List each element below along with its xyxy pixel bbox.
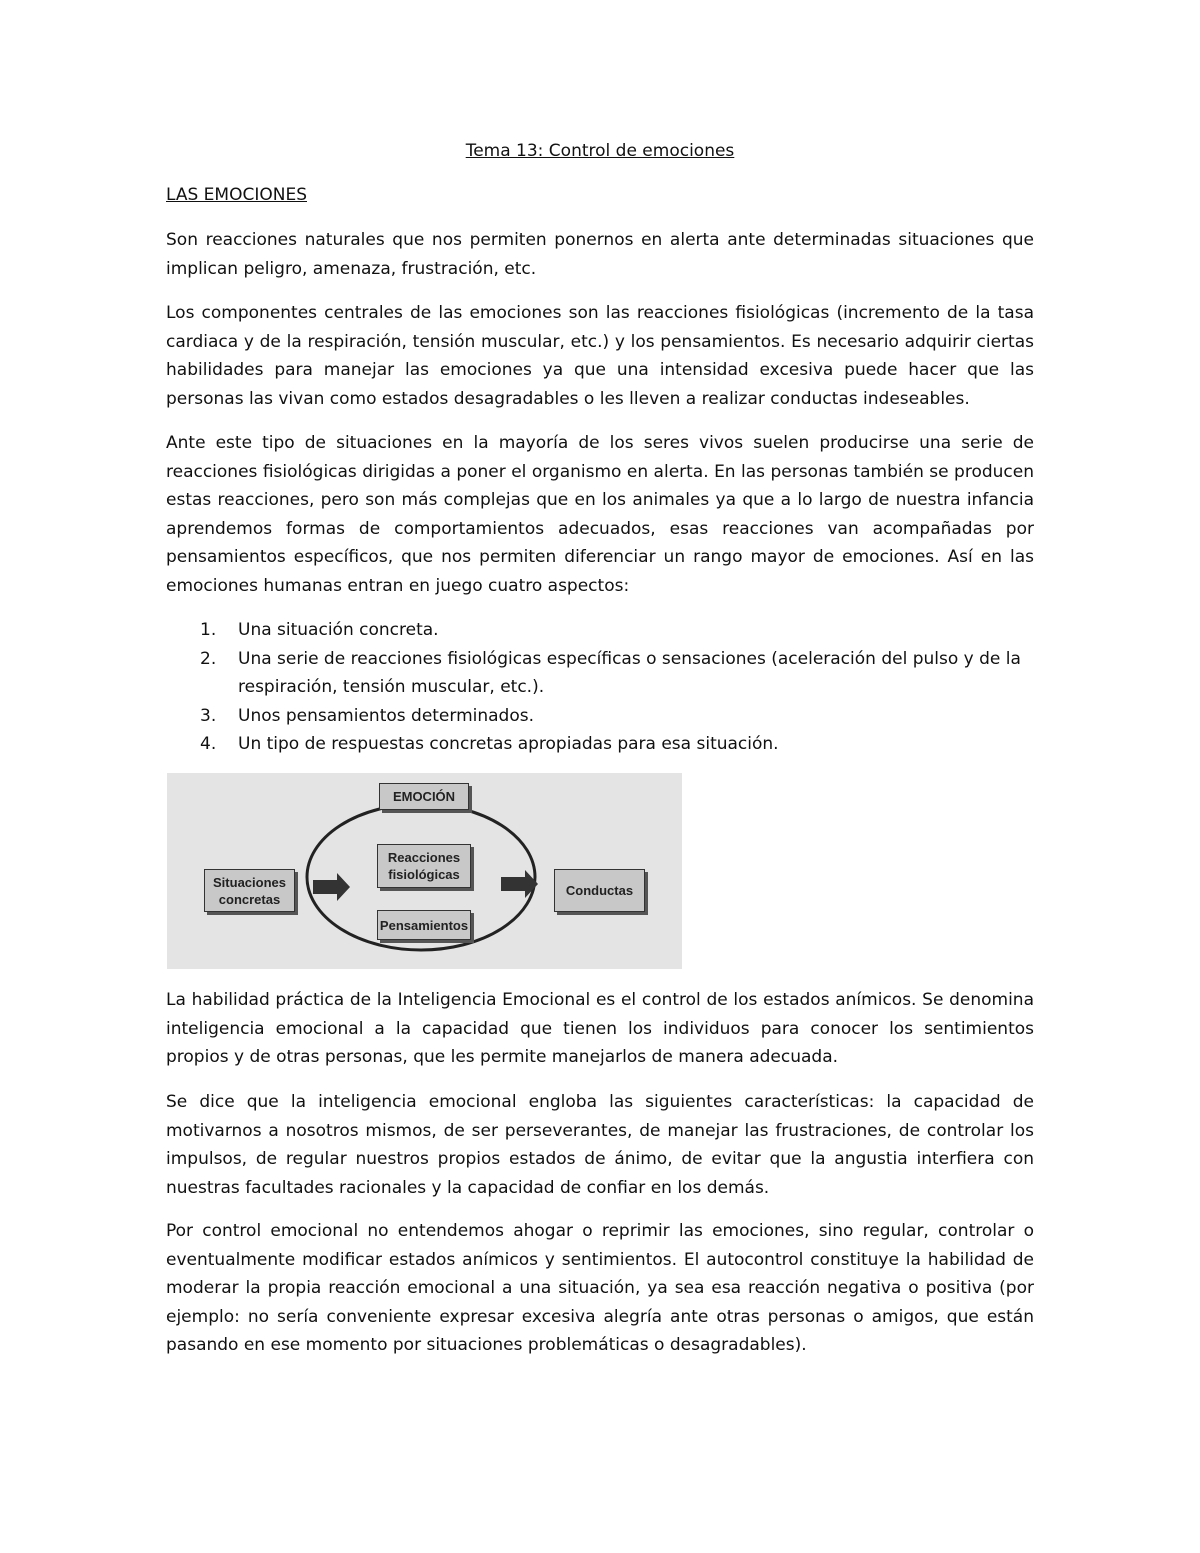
paragraph-3: Ante este tipo de situaciones en la mayoría de los seres vivos suelen producirse una serie de reacciones fisiológicas dirigidas a poner el organismo en alerta. En las personas también se producen estas reacciones, pero son más complejas que en los animales ya que a lo largo de nuestra infancia aprendemos formas de comportamientos adecuados, esas reacciones van acompañadas por pensamientos específicos, que nos permiten diferenciar un rango mayor de emociones. Así en las emociones humanas entran en juego cuatro aspectos: — [166, 433, 1034, 596]
conductas-box: Conductas — [554, 869, 645, 912]
list-item — [166, 645, 1034, 702]
situaciones-box: Situaciones concretas — [204, 869, 295, 912]
list-item — [166, 702, 1034, 731]
list-item — [166, 730, 1034, 759]
list-text: Unos pensamientos determinados. — [238, 705, 535, 726]
pensamientos-box: Pensamientos — [377, 910, 471, 940]
paragraph-2: Los componentes centrales de las emociones son las reacciones fisiológicas (incremento de la tasa cardiaca y de la respiración, tensión muscular, etc.) y los pensamientos. Es necesario adquirir ciertas habilidades para manejar las emociones ya que una intensidad excesiva puede hacer que las personas las vivan como estados desagradables o les lleven a realizar conductas indeseables. — [166, 303, 1034, 409]
list-text: Un tipo de respuestas concretas apropiadas para esa situación. — [238, 734, 779, 755]
list-number: 3. — [200, 705, 217, 726]
section-heading: LAS EMOCIONES — [166, 185, 307, 205]
aspects-list — [166, 616, 1034, 759]
list-text: Una situación concreta. — [238, 620, 439, 640]
list-number: 4. — [200, 734, 217, 755]
emotion-diagram — [167, 773, 682, 969]
paragraph-4: La habilidad práctica de la Inteligencia Emocional es el control de los estados anímicos. Se denomina inteligencia emocional a la capacidad que tienen los individuos para conocer los sentimientos propios y de otras personas, que les permite manejarlos de manera adecuada. — [166, 990, 1034, 1068]
reacciones-box: Reacciones fisiológicas — [377, 844, 471, 888]
emocion-box: EMOCIÓN — [379, 783, 469, 810]
list-item — [166, 616, 1034, 645]
paragraph-6: Por control emocional no entendemos ahogar o reprimir las emociones, sino regular, controlar o eventualmente modificar estados anímicos y sentimientos. El autocontrol constituye la habilidad de moderar la propia reacción emocional a una situación, ya sea esa reacción negativa o positiva (por ejemplo: no sería conveniente expresar excesiva alegría ante otras personas o amigos, que están pasando en ese momento por situaciones problemáticas o desagradables). — [166, 1221, 1034, 1356]
list-text: Una serie de reacciones fisiológicas específicas o sensaciones (aceleración del pulso y de la respiración, tensión muscular, etc.). — [238, 648, 1021, 698]
paragraph-1: Son reacciones naturales que nos permiten ponernos en alerta ante determinadas situaciones que implican peligro, amenaza, frustración, etc. — [166, 230, 1034, 279]
arrow-right-icon — [313, 873, 350, 901]
list-number: 1. — [200, 620, 217, 640]
list-number: 2. — [200, 648, 217, 669]
paragraph-5: Se dice que la inteligencia emocional engloba las siguientes características: la capacidad de motivarnos a nosotros mismos, de ser perseverantes, de manejar las frustraciones, de controlar los impulsos, de regular nuestros propios estados de ánimo, de evitar que la angustia interfiera con nuestras facultades racionales y la capacidad de confiar en los demás. — [166, 1092, 1034, 1198]
page-title: Tema 13: Control de emociones — [465, 141, 735, 161]
